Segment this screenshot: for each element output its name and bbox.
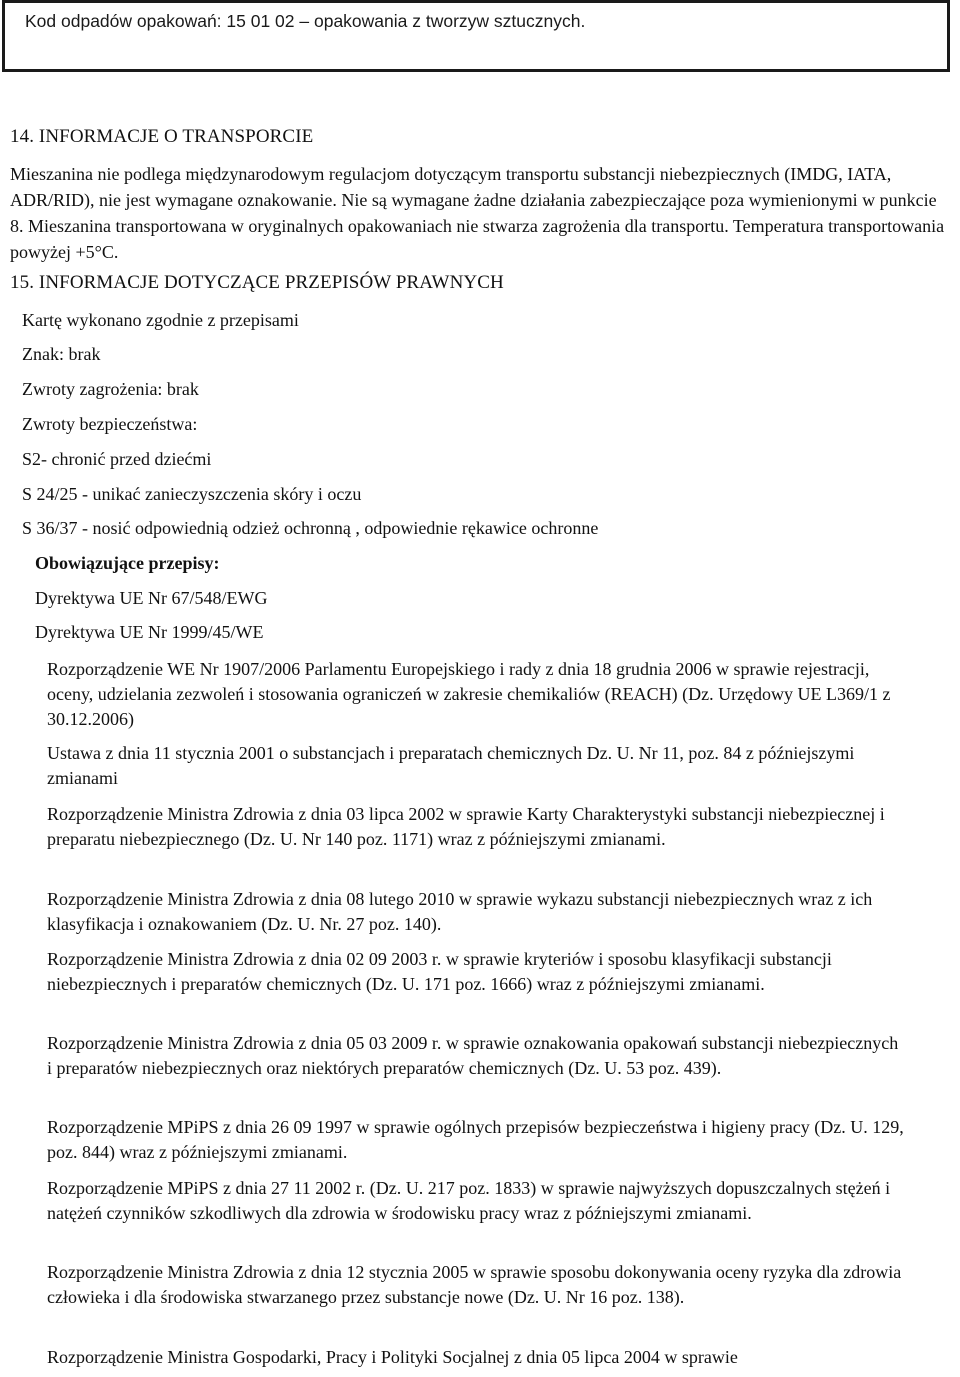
safety-phrase-s2: S2- chronić przed dziećmi [22,449,212,469]
regulation-item: Ustawa z dnia 11 stycznia 2001 o substancjach i preparatach chemicznych Dz. U. Nr 11, poz. 84 z późniejszymi zmianami [47,743,855,788]
regulation-item: Rozporządzenie Ministra Gospodarki, Pracy i Polityki Socjalnej z dnia 05 lipca 2004 w sprawie [47,1347,738,1367]
waste-code-box [2,0,950,72]
section-15-heading: 15. INFORMACJE DOTYCZĄCE PRZEPISÓW PRAWNYCH [10,272,504,293]
regulation-item: Rozporządzenie Ministra Zdrowia z dnia 12 stycznia 2005 w sprawie sposobu dokonywania oceny ryzyka dla zdrowia człowieka i dla środowiska stwarzanego przez substancje nowe (Dz. U. Nr 16 poz. 138). [47,1262,902,1307]
directive-item: Dyrektywa UE Nr 67/548/EWG [35,588,268,608]
card-compliance-line: Kartę wykonano zgodnie z przepisami [22,310,299,330]
risk-phrases-line: Zwroty zagrożenia: brak [22,379,199,399]
regulation-item: Rozporządzenie MPiPS z dnia 27 11 2002 r. (Dz. U. 217 poz. 1833) w sprawie najwyższych dopuszczalnych stężeń i natężeń czynników szkodliwych dla zdrowia w środowisku pracy wraz z późniejszymi zmianami. [47,1178,891,1223]
regulations-heading: Obowiązujące przepisy: [35,553,220,573]
safety-phrase-s36-37: S 36/37 - nosić odpowiednią odzież ochronną , odpowiednie rękawice ochronne [22,518,599,538]
regulation-item: Rozporządzenie Ministra Zdrowia z dnia 02 09 2003 r. w sprawie kryteriów i sposobu klasyfikacji substancji niebezpiecznych i preparatów chemicznych (Dz. U. 171 poz. 1666) wraz z późniejszymi zmianami. [47,949,832,994]
regulation-item: Rozporządzenie Ministra Zdrowia z dnia 08 lutego 2010 w sprawie wykazu substancji niebezpiecznych wraz z ich klasyfikacja i oznakowaniem (Dz. U. Nr. 27 poz. 140). [47,889,873,934]
regulation-item: Rozporządzenie WE Nr 1907/2006 Parlamentu Europejskiego i rady z dnia 18 grudnia 2006 w sprawie rejestracji, oceny, udzielania zezwoleń i stosowania ograniczeń w zakresie chemikaliów (REACH) (Dz. Urzędowy UE L369/1 z 30.12.2006) [47,659,891,729]
regulation-item: Rozporządzenie Ministra Zdrowia z dnia 05 03 2009 r. w sprawie oznakowania opakowań substancji niebezpiecznych i preparatów niebezpiecznych oraz niektórych preparatów chemicznych (Dz. U. 53 poz. 439). [47,1033,899,1078]
section-14-heading: 14. INFORMACJE O TRANSPORCIE [10,126,314,147]
safety-phrases-label: Zwroty bezpieczeństwa: [22,414,198,434]
regulation-item: Rozporządzenie MPiPS z dnia 26 09 1997 w sprawie ogólnych przepisów bezpieczeństwa i higieny pracy (Dz. U. 129, poz. 844) wraz z późniejszymi zmianami. [47,1117,904,1162]
directive-item: Dyrektywa UE Nr 1999/45/WE [35,622,264,642]
symbol-line: Znak: brak [22,344,101,364]
safety-phrase-s24-25: S 24/25 - unikać zanieczyszczenia skóry i oczu [22,484,362,504]
regulation-item: Rozporządzenie Ministra Zdrowia z dnia 03 lipca 2002 w sprawie Karty Charakterystyki substancji niebezpiecznej i preparatu niebezpiecznego (Dz. U. Nr 140 poz. 1171) wraz z późniejszymi zmianami. [47,804,885,849]
waste-code-text: Kod odpadów opakowań: 15 01 02 – opakowania z tworzyw sztucznych. [25,11,586,31]
section-14-body: Mieszanina nie podlega międzynarodowym regulacjom dotyczącym transportu substancji niebezpiecznych (IMDG, IATA, ADR/RID), nie jest wymagane oznakowanie. Nie są wymagane żadne działania zabezpieczające poza wymienionymi w punkcie 8. Mieszanina transportowana w oryginalnych opakowaniach nie stwarza zagrożenia dla transportu. Temperatura transportowania powyżej +5°C. [10,164,945,262]
